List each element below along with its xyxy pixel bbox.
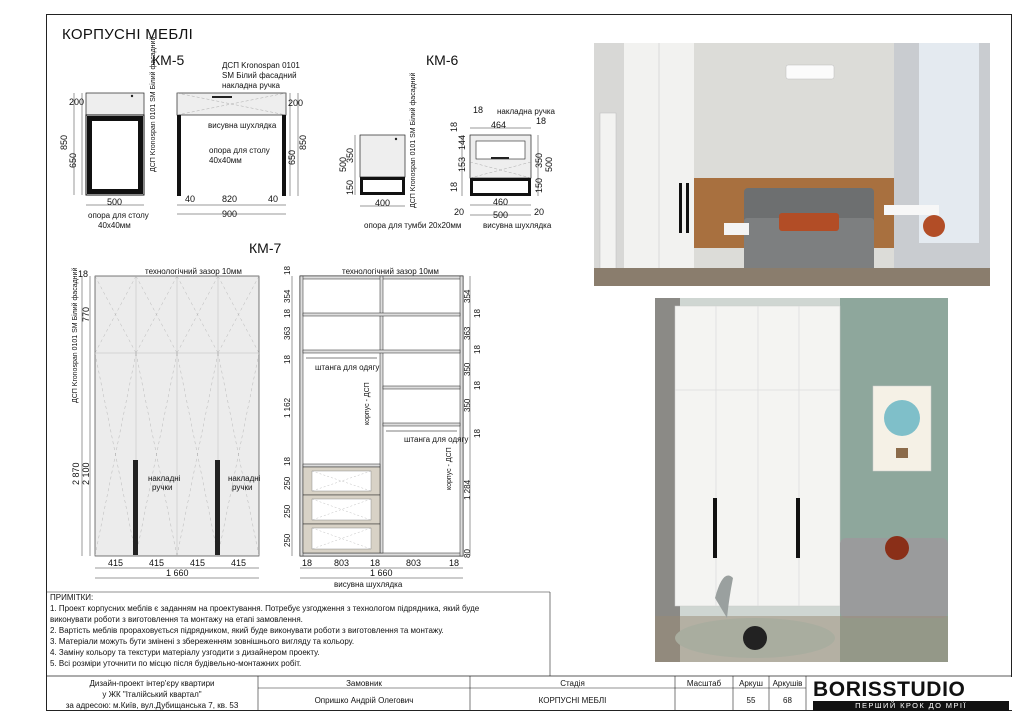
km6-dim-20a: 20	[454, 207, 465, 217]
km6-dim-350b: 350	[534, 152, 544, 168]
km6-dim-144: 144	[457, 134, 467, 150]
km5-support-label: опора для столу	[88, 211, 149, 220]
km7-handles-label-2: накладні	[228, 474, 261, 483]
note-line-6: 5. Всі розміри уточнити по місцю після будівельно-монтажних робіт.	[50, 659, 302, 668]
km7-dim-2100: 2 100	[81, 462, 91, 485]
km7-dim-770: 770	[81, 306, 91, 322]
km7-inner-right-8: 1 284	[463, 479, 472, 500]
km5-drawer-label: висувна шухлядка	[208, 121, 277, 130]
km5-dim-40b: 40	[268, 194, 279, 204]
scale-header: Масштаб	[686, 679, 722, 688]
stage-value: КОРПУСНІ МЕБЛІ	[538, 696, 607, 705]
km5-dim-850b: 850	[298, 134, 308, 150]
km7-inner-right-5: 18	[473, 381, 482, 390]
km5-dim-820: 820	[222, 194, 238, 204]
km6-dim-150a: 150	[345, 179, 355, 195]
km6-side-material: ДСП Kronospan 0101 SM Білий фасадний	[410, 72, 417, 208]
km7-handles-label-2b: ручки	[232, 483, 253, 492]
sheet-value: 55	[746, 696, 756, 705]
km5-support-size: 40х40мм	[98, 221, 131, 230]
km7-title: КМ-7	[249, 240, 282, 256]
km7-inner-right-0: 354	[463, 289, 472, 303]
km6-support-label: опора для тумби 20х20мм	[364, 221, 462, 230]
project-line-3: за адресою: м.Київ, вул.Дубищанська 7, кв. 53	[65, 701, 239, 710]
km6-title: КМ-6	[426, 52, 459, 68]
km5-side-material: ДСП Kronospan 0101 SM Білий фасадний	[150, 36, 157, 172]
km7-inner-bottom-0: 18	[302, 558, 313, 568]
km7-inner-right-6: 350	[463, 398, 472, 412]
km7-inner-left-5: 1 162	[283, 397, 292, 418]
project-line-1: Дизайн-проект інтер'єру квартири	[89, 679, 215, 688]
km7-inner-left-3: 363	[283, 326, 292, 340]
km7-inner-left-2: 18	[283, 309, 292, 318]
project-line-2: у ЖК "Італійський квартал"	[102, 690, 202, 699]
sheet-header: Аркуш	[739, 679, 763, 688]
km5-dim-200b: 200	[288, 98, 304, 108]
sheet-title: КОРПУСНІ МЕБЛІ	[62, 26, 194, 43]
customer-header: Замовник	[346, 679, 382, 688]
customer-value: Опришко Андрій Олегович	[314, 696, 414, 705]
km6-dim-153: 153	[457, 156, 467, 172]
logo-main-text: BORISSTUDIO	[813, 678, 966, 701]
km7-inner-left-6: 18	[283, 457, 292, 466]
km7-inner-total: 1 660	[370, 568, 393, 578]
km6-dim-500c: 500	[493, 210, 509, 220]
km6-dim-18b: 18	[536, 116, 547, 126]
km5-leg-size: 40х40мм	[209, 156, 242, 165]
km7-handles-label-1: накладні	[148, 474, 181, 483]
km5-material-2: SM Білий фасадний	[222, 71, 297, 80]
km7-rod-label-1: штанга для одягу	[315, 363, 380, 372]
km6-handle-label: накладна ручка	[497, 107, 555, 116]
km5-dim-650: 650	[68, 152, 78, 168]
km6-dim-464: 464	[491, 120, 507, 130]
km6-dim-500b: 500	[544, 156, 554, 172]
km6-dim-18a: 18	[473, 105, 484, 115]
km5-dim-500: 500	[107, 197, 123, 207]
stage-header: Стадія	[560, 679, 585, 688]
km7-gap-label-front: технологічний зазор 10мм	[145, 267, 242, 276]
notes-heading: ПРИМІТКИ:	[50, 593, 94, 602]
sheets-header: Аркушів	[772, 679, 803, 688]
km7-inner-right-4: 350	[463, 362, 472, 376]
note-line-2: виконувати роботи з виготовлення та монтажу на етапі замовлення.	[50, 615, 303, 624]
km7-body-label-2: корпус - ДСП	[446, 447, 453, 490]
km7-dim-2870: 2 870	[71, 462, 81, 485]
km7-width-4: 415	[231, 558, 247, 568]
km7-width-2: 415	[149, 558, 165, 568]
km5-material-1: ДСП Kronospan 0101	[222, 61, 300, 70]
sheets-value: 68	[783, 696, 792, 705]
km5-title: КМ-5	[152, 52, 185, 68]
km7-body-label-1: корпус - ДСП	[364, 382, 371, 425]
km7-inner-left-8: 250	[283, 504, 292, 518]
note-line-4: 3. Матеріали можуть бути змінені з збереженням зовнішнього вигляду та кольору.	[50, 637, 355, 646]
km7-inner-bottom-3: 803	[406, 558, 422, 568]
studio-logo	[807, 677, 1012, 710]
km5-leg-label: опора для столу	[209, 146, 270, 155]
km7-inner-bottom-2: 18	[370, 558, 381, 568]
km7-inner-bottom-4: 18	[449, 558, 460, 568]
km6-dim-18c: 18	[449, 121, 459, 132]
km7-width-3: 415	[190, 558, 206, 568]
km6-dim-460: 460	[493, 197, 509, 207]
km7-inner-right-2: 363	[463, 326, 472, 340]
km5-dim-850: 850	[59, 134, 69, 150]
km7-inner-left-1: 354	[283, 289, 292, 303]
km7-inner-left-7: 250	[283, 476, 292, 490]
km6-dim-150b: 150	[534, 177, 544, 193]
km7-inner-right-7: 18	[473, 429, 482, 438]
km7-inner-left-9: 250	[283, 533, 292, 547]
km6-dim-20b: 20	[534, 207, 545, 217]
km7-dim-18: 18	[78, 269, 89, 279]
km7-gap-label-inner: технологічний зазор 10мм	[342, 267, 439, 276]
km7-handles-label-1b: ручки	[152, 483, 173, 492]
km7-inner-right-3: 18	[473, 345, 482, 354]
km5-handle-label: накладна ручка	[222, 81, 280, 90]
km6-drawer-label: висувна шухлядка	[483, 221, 552, 230]
km6-dim-500a: 500	[338, 156, 348, 172]
km6-dim-400: 400	[375, 198, 391, 208]
km6-dim-350a: 350	[345, 147, 355, 163]
km7-inner-right-9: 80	[463, 549, 472, 558]
km5-dim-650b: 650	[287, 149, 297, 165]
km7-drawer-label: висувна шухлядка	[334, 580, 403, 589]
km5-dim-40a: 40	[185, 194, 196, 204]
km5-dim-200: 200	[69, 97, 85, 107]
km7-inner-bottom-1: 803	[334, 558, 350, 568]
km7-width-total: 1 660	[166, 568, 189, 578]
note-line-3: 2. Вартість меблів прораховується підрядником, який буде виконувати роботи з виготовлення та монтажу.	[50, 626, 444, 635]
km7-inner-left-4: 18	[283, 355, 292, 364]
km7-side-material: ДСП Kronospan 0101 SM Білий фасадний	[72, 267, 79, 403]
km7-rod-label-2: штанга для одягу	[404, 435, 469, 444]
km6-dim-18d: 18	[449, 181, 459, 192]
km7-inner-left-0: 18	[283, 266, 292, 275]
km7-inner-right-1: 18	[473, 309, 482, 318]
km7-width-1: 415	[108, 558, 124, 568]
logo-tagline: ПЕРШИЙ КРОК ДО МРІЇ	[813, 701, 1009, 711]
note-line-5: 4. Заміну кольору та текстури матеріалу узгодити з дизайнером проекту.	[50, 648, 320, 657]
note-line-1: 1. Проект корпусних меблів є заданням на проектування. Потребує узгодження з технологом підрядника, який буде	[50, 604, 480, 613]
km5-dim-900: 900	[222, 209, 238, 219]
